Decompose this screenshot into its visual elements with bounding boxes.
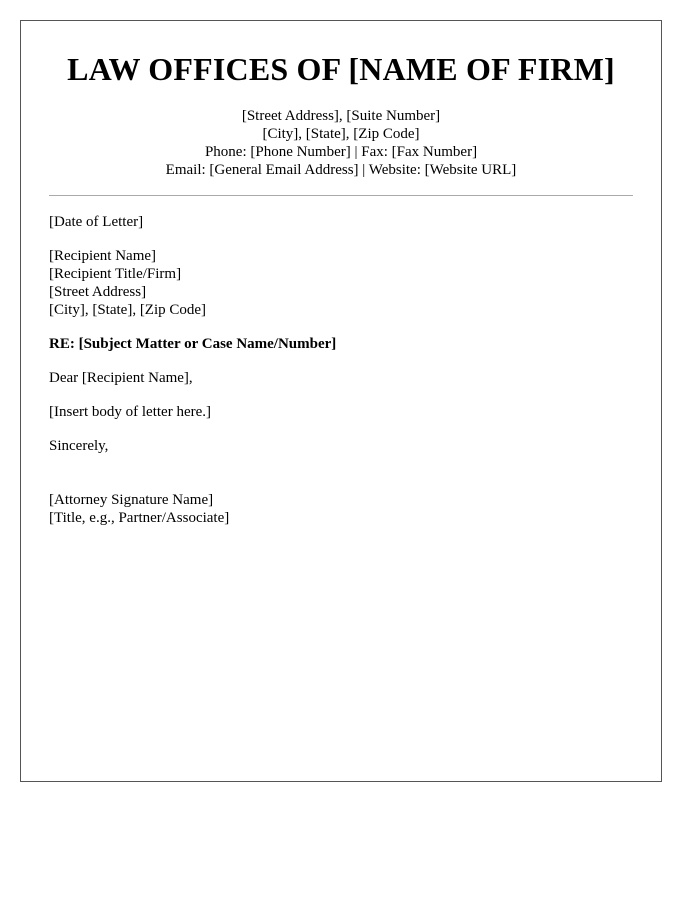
letterhead-divider (49, 195, 633, 196)
letter-body: [Insert body of letter here.] (49, 404, 212, 420)
recipient-address-block (49, 247, 633, 319)
firm-phone-fax: Phone: [Phone Number] | Fax: [Fax Number] (204, 144, 478, 160)
signature-block (49, 491, 633, 527)
recipient-name: [Recipient Name] (49, 248, 157, 264)
firm-city-state-zip: [City], [State], [Zip Code] (262, 126, 420, 142)
salutation: Dear [Recipient Name], (49, 370, 193, 386)
firm-name-heading: LAW OFFICES OF [NAME OF FIRM] (67, 51, 615, 87)
letter-page (20, 20, 662, 782)
letterhead-contact-block (21, 107, 661, 179)
attorney-signature-name: [Attorney Signature Name] (49, 492, 214, 508)
firm-street-address: [Street Address], [Suite Number] (241, 108, 441, 124)
firm-email-website: Email: [General Email Address] | Website: [Website URL] (165, 162, 517, 178)
subject-line: RE: [Subject Matter or Case Name/Number] (49, 336, 337, 352)
recipient-city-state-zip: [City], [State], [Zip Code] (49, 302, 207, 318)
attorney-title: [Title, e.g., Partner/Associate] (49, 510, 230, 526)
recipient-street-address: [Street Address] (49, 284, 147, 300)
closing: Sincerely, (49, 438, 109, 454)
recipient-title-firm: [Recipient Title/Firm] (49, 266, 182, 282)
letter-date: [Date of Letter] (49, 214, 144, 230)
